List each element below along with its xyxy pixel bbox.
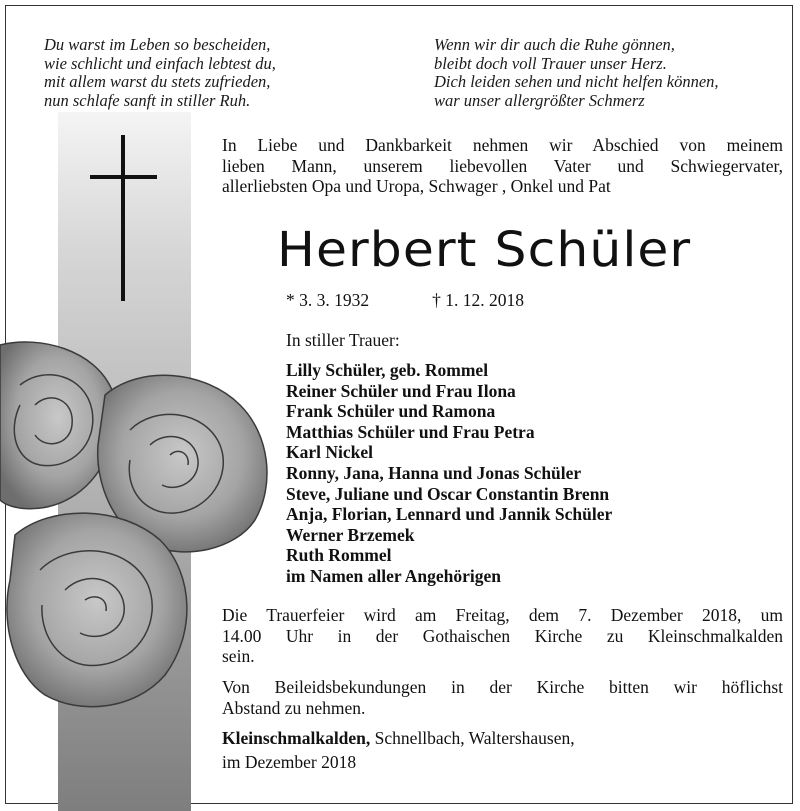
life-dates [286, 290, 524, 311]
place-main: Kleinschmalkalden, [222, 728, 371, 748]
mourners-list [286, 360, 612, 587]
condolence-info [222, 677, 783, 718]
intro-line: allerliebsten Opa und Uropa, Schwager , Onkel und Pat [222, 176, 611, 196]
poem-line: wie schlicht und einfach lebtest du, [44, 53, 276, 73]
mourner: Lilly Schüler, geb. Rommel [286, 360, 489, 380]
poem-right [434, 36, 719, 110]
mourner: Reiner Schüler und Frau Ilona [286, 380, 516, 401]
poem-left [44, 36, 276, 110]
mourner: Frank Schüler und Ramona [286, 401, 496, 422]
poem-line: Wenn wir dir auch die Ruhe gönnen, [434, 35, 675, 54]
funeral-line: sein. [222, 646, 255, 666]
poem-line: Du warst im Leben so bescheiden, [44, 35, 271, 54]
poem-line: war unser allergrößter Schmerz [434, 90, 645, 110]
mourner: im Namen aller Angehörigen [286, 565, 502, 586]
rose-top-left [0, 342, 116, 509]
place-others: Schnellbach, Waltershausen, [370, 728, 575, 748]
intro-line: lieben Mann, unserem liebevollen Vater und Schwiegervater, [222, 155, 783, 176]
death-date: † 1. 12. 2018 [432, 290, 524, 310]
condolence-line: Abstand zu nehmen. [222, 697, 366, 718]
funeral-info [222, 605, 783, 667]
poem-line: mit allem warst du stets zufrieden, [44, 72, 271, 91]
condolence-line: Von Beileidsbekundungen in der Kirche bitten wir höflichst [222, 677, 783, 697]
intro-line: In Liebe und Dankbarkeit nehmen wir Abschied von meinem [222, 135, 783, 155]
funeral-line: Die Trauerfeier wird am Freitag, dem 7. Dezember 2018, um [222, 605, 783, 625]
mourner: Steve, Juliane und Oscar Constantin Brenn [286, 483, 610, 504]
mourner: Ruth Rommel [286, 545, 392, 566]
mourner: Karl Nickel [286, 442, 373, 463]
mourner: Anja, Florian, Lennard und Jannik Schüler [286, 504, 613, 525]
place-line [222, 728, 575, 749]
intro-text [222, 135, 783, 197]
poem-line: Dich leiden sehen und nicht helfen können, [434, 72, 719, 91]
mourning-label: In stiller Trauer: [286, 330, 400, 350]
cross-icon-bar [90, 175, 157, 179]
date-line: im Dezember 2018 [222, 752, 357, 772]
poem-line: bleibt doch voll Trauer unser Herz. [434, 53, 667, 73]
poem-line: nun schlafe sanft in stiller Ruh. [44, 90, 251, 110]
mourner: Werner Brzemek [286, 524, 415, 545]
mourner: Ronny, Jana, Hanna und Jonas Schüler [286, 462, 582, 483]
cross-icon [121, 135, 125, 301]
deceased-name: Herbert Schüler [277, 222, 692, 278]
rose-bottom [7, 513, 187, 707]
birth-date: * 3. 3. 1932 [286, 290, 370, 310]
mourner: Matthias Schüler und Frau Petra [286, 421, 535, 442]
funeral-line: 14.00 Uhr in der Gothaischen Kirche zu Kleinschmalkalden [222, 625, 783, 646]
